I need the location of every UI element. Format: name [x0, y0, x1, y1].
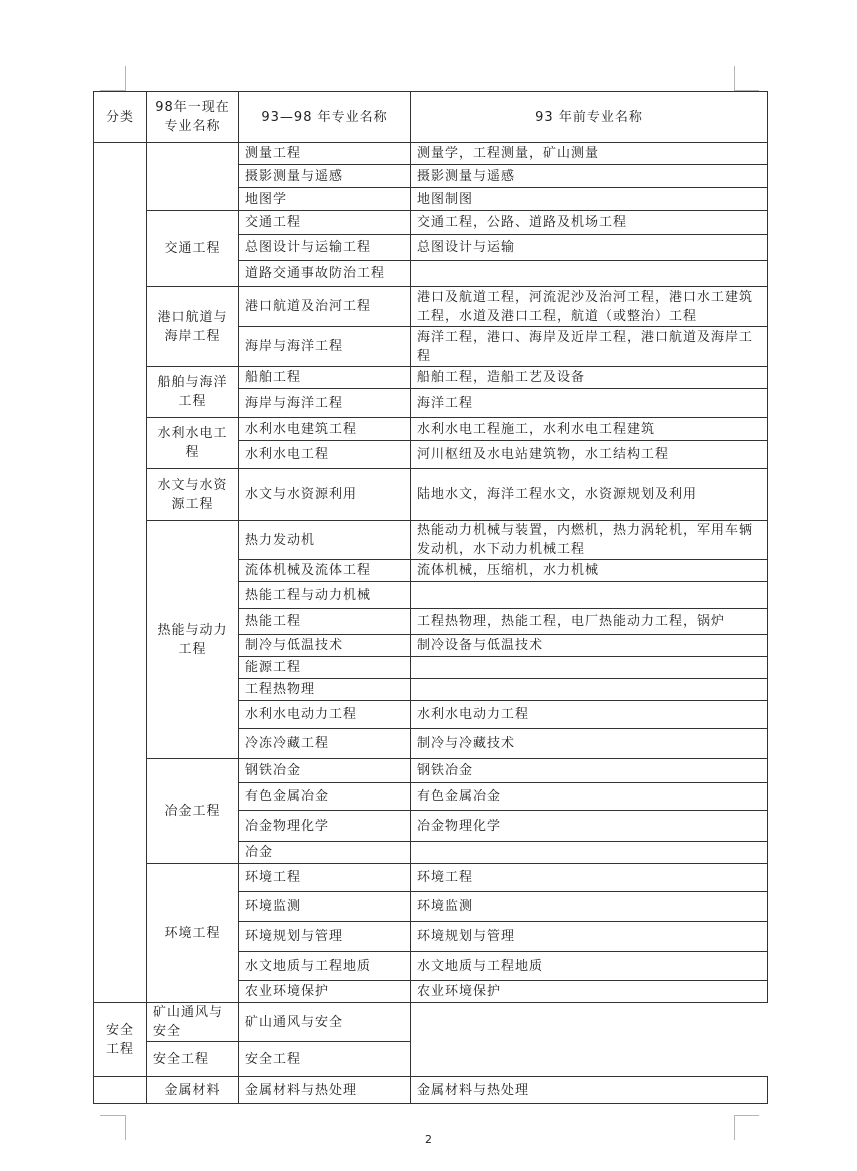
major-name-pre-93 — [411, 582, 768, 609]
crop-mark-top-right-v — [734, 66, 735, 91]
current-major-name: 水利水电工程 — [147, 418, 239, 469]
major-name-93-98: 海岸与海洋工程 — [239, 389, 411, 418]
major-name-pre-93: 有色金属冶金 — [411, 783, 768, 811]
major-name-93-98: 水文地质与工程地质 — [239, 952, 411, 981]
major-name-93-98: 地图学 — [239, 188, 411, 211]
major-name-93-98: 摄影测量与遥感 — [239, 165, 411, 188]
major-name-93-98: 总图设计与运输工程 — [239, 235, 411, 261]
major-name-pre-93: 港口及航道工程，河流泥沙及治河工程，港口水工建筑工程，水道及港口工程，航道（或整治）工程 — [411, 287, 768, 327]
major-name-table — [93, 91, 768, 1104]
major-name-pre-93: 制冷与冷藏技术 — [411, 729, 768, 759]
major-name-pre-93: 钢铁冶金 — [411, 759, 768, 783]
table-row — [94, 1042, 768, 1077]
major-name-93-98: 冶金 — [239, 842, 411, 864]
major-name-pre-93: 金属材料与热处理 — [411, 1077, 768, 1104]
major-name-93-98: 水利水电建筑工程 — [239, 418, 411, 441]
header-pre-93-name: 93 年前专业名称 — [411, 92, 768, 143]
major-name-93-98: 热能工程 — [239, 609, 411, 635]
major-name-93-98: 制冷与低温技术 — [239, 635, 411, 657]
major-name-pre-93: 农业环境保护 — [411, 981, 768, 1003]
current-major-name: 冶金工程 — [147, 759, 239, 864]
category-cell — [94, 143, 147, 1003]
current-major-name: 水文与水资源工程 — [147, 469, 239, 521]
major-name-pre-93: 环境规划与管理 — [411, 922, 768, 952]
major-name-93-98: 冶金物理化学 — [239, 811, 411, 842]
major-name-pre-93: 水文地质与工程地质 — [411, 952, 768, 981]
major-name-93-98: 有色金属冶金 — [239, 783, 411, 811]
major-name-pre-93: 摄影测量与遥感 — [411, 165, 768, 188]
major-name-pre-93: 冶金物理化学 — [411, 811, 768, 842]
major-name-93-98: 水利水电工程 — [239, 441, 411, 469]
major-name-pre-93 — [411, 657, 768, 679]
major-name-93-98: 交通工程 — [239, 211, 411, 235]
major-name-pre-93 — [411, 679, 768, 701]
table-row — [94, 864, 768, 892]
major-name-pre-93: 船舶工程，造船工艺及设备 — [411, 367, 768, 389]
crop-mark-top-left-v — [125, 66, 126, 91]
major-name-93-98: 热能工程与动力机械 — [239, 582, 411, 609]
current-major-name: 环境工程 — [147, 864, 239, 1003]
major-name-93-98: 环境规划与管理 — [239, 922, 411, 952]
current-major-name: 金属材料 — [147, 1077, 239, 1104]
major-name-93-98: 矿山通风与安全 — [147, 1003, 239, 1042]
major-name-pre-93: 热能动力机械与装置，内燃机，热力涡轮机，军用车辆发动机，水下动力机械工程 — [411, 521, 768, 560]
major-name-93-98: 能源工程 — [239, 657, 411, 679]
table-row — [94, 367, 768, 389]
major-name-93-98: 船舶工程 — [239, 367, 411, 389]
major-name-pre-93: 陆地水文，海洋工程水文，水资源规划及利用 — [411, 469, 768, 521]
category-cell — [94, 1077, 147, 1104]
table-row — [94, 211, 768, 235]
major-name-pre-93: 交通工程，公路、道路及机场工程 — [411, 211, 768, 235]
major-name-pre-93: 矿山通风与安全 — [239, 1003, 411, 1042]
major-name-93-98: 金属材料与热处理 — [239, 1077, 411, 1104]
header-category: 分类 — [94, 92, 147, 143]
major-name-93-98: 安全工程 — [147, 1042, 239, 1077]
major-name-93-98: 水文与水资源利用 — [239, 469, 411, 521]
current-major-name: 交通工程 — [147, 211, 239, 287]
page-number: 2 — [425, 1133, 432, 1146]
table-row — [94, 418, 768, 441]
major-name-93-98: 环境监测 — [239, 892, 411, 922]
major-name-pre-93: 地图制图 — [411, 188, 768, 211]
major-name-pre-93: 流体机械，压缩机，水力机械 — [411, 560, 768, 582]
major-name-93-98: 港口航道及治河工程 — [239, 287, 411, 327]
major-name-pre-93: 总图设计与运输 — [411, 235, 768, 261]
crop-mark-bottom-right-h — [734, 1115, 759, 1116]
major-name-pre-93: 安全工程 — [239, 1042, 411, 1077]
major-name-93-98: 钢铁冶金 — [239, 759, 411, 783]
header-current-name: 98年一现在专业名称 — [147, 92, 239, 143]
major-name-93-98: 工程热物理 — [239, 679, 411, 701]
major-name-93-98: 测量工程 — [239, 143, 411, 165]
major-name-pre-93: 海洋工程 — [411, 389, 768, 418]
current-major-name: 船舶与海洋工程 — [147, 367, 239, 418]
table-row — [94, 1077, 768, 1104]
table-row — [94, 1003, 768, 1042]
header-93-98-name: 93—98 年专业名称 — [239, 92, 411, 143]
major-name-pre-93: 水利水电动力工程 — [411, 701, 768, 729]
major-name-93-98: 流体机械及流体工程 — [239, 560, 411, 582]
table-row — [94, 287, 768, 327]
table-row — [94, 469, 768, 521]
table-header-row — [94, 92, 768, 143]
table-row — [94, 143, 768, 165]
major-name-pre-93: 海洋工程，港口、海岸及近岸工程，港口航道及海岸工程 — [411, 327, 768, 367]
current-major-name — [147, 143, 239, 211]
current-major-name: 安全工程 — [94, 1003, 147, 1077]
major-name-93-98: 道路交通事故防治工程 — [239, 261, 411, 287]
major-name-93-98: 水利水电动力工程 — [239, 701, 411, 729]
major-name-pre-93: 工程热物理，热能工程，电厂热能动力工程，锅炉 — [411, 609, 768, 635]
major-name-pre-93 — [411, 261, 768, 287]
current-major-name: 港口航道与海岸工程 — [147, 287, 239, 367]
major-name-pre-93: 水利水电工程施工，水利水电工程建筑 — [411, 418, 768, 441]
major-name-pre-93: 制冷设备与低温技术 — [411, 635, 768, 657]
major-name-pre-93: 环境工程 — [411, 864, 768, 892]
major-name-93-98: 海岸与海洋工程 — [239, 327, 411, 367]
major-name-pre-93 — [411, 842, 768, 864]
major-name-93-98: 冷冻冷藏工程 — [239, 729, 411, 759]
current-major-name: 热能与动力工程 — [147, 521, 239, 759]
table-row — [94, 759, 768, 783]
major-name-pre-93: 环境监测 — [411, 892, 768, 922]
major-name-93-98: 环境工程 — [239, 864, 411, 892]
major-name-93-98: 农业环境保护 — [239, 981, 411, 1003]
table-row — [94, 521, 768, 560]
major-name-93-98: 热力发动机 — [239, 521, 411, 560]
major-name-pre-93: 测量学，工程测量，矿山测量 — [411, 143, 768, 165]
major-name-pre-93: 河川枢纽及水电站建筑物，水工结构工程 — [411, 441, 768, 469]
crop-mark-bottom-left-h — [100, 1115, 125, 1116]
